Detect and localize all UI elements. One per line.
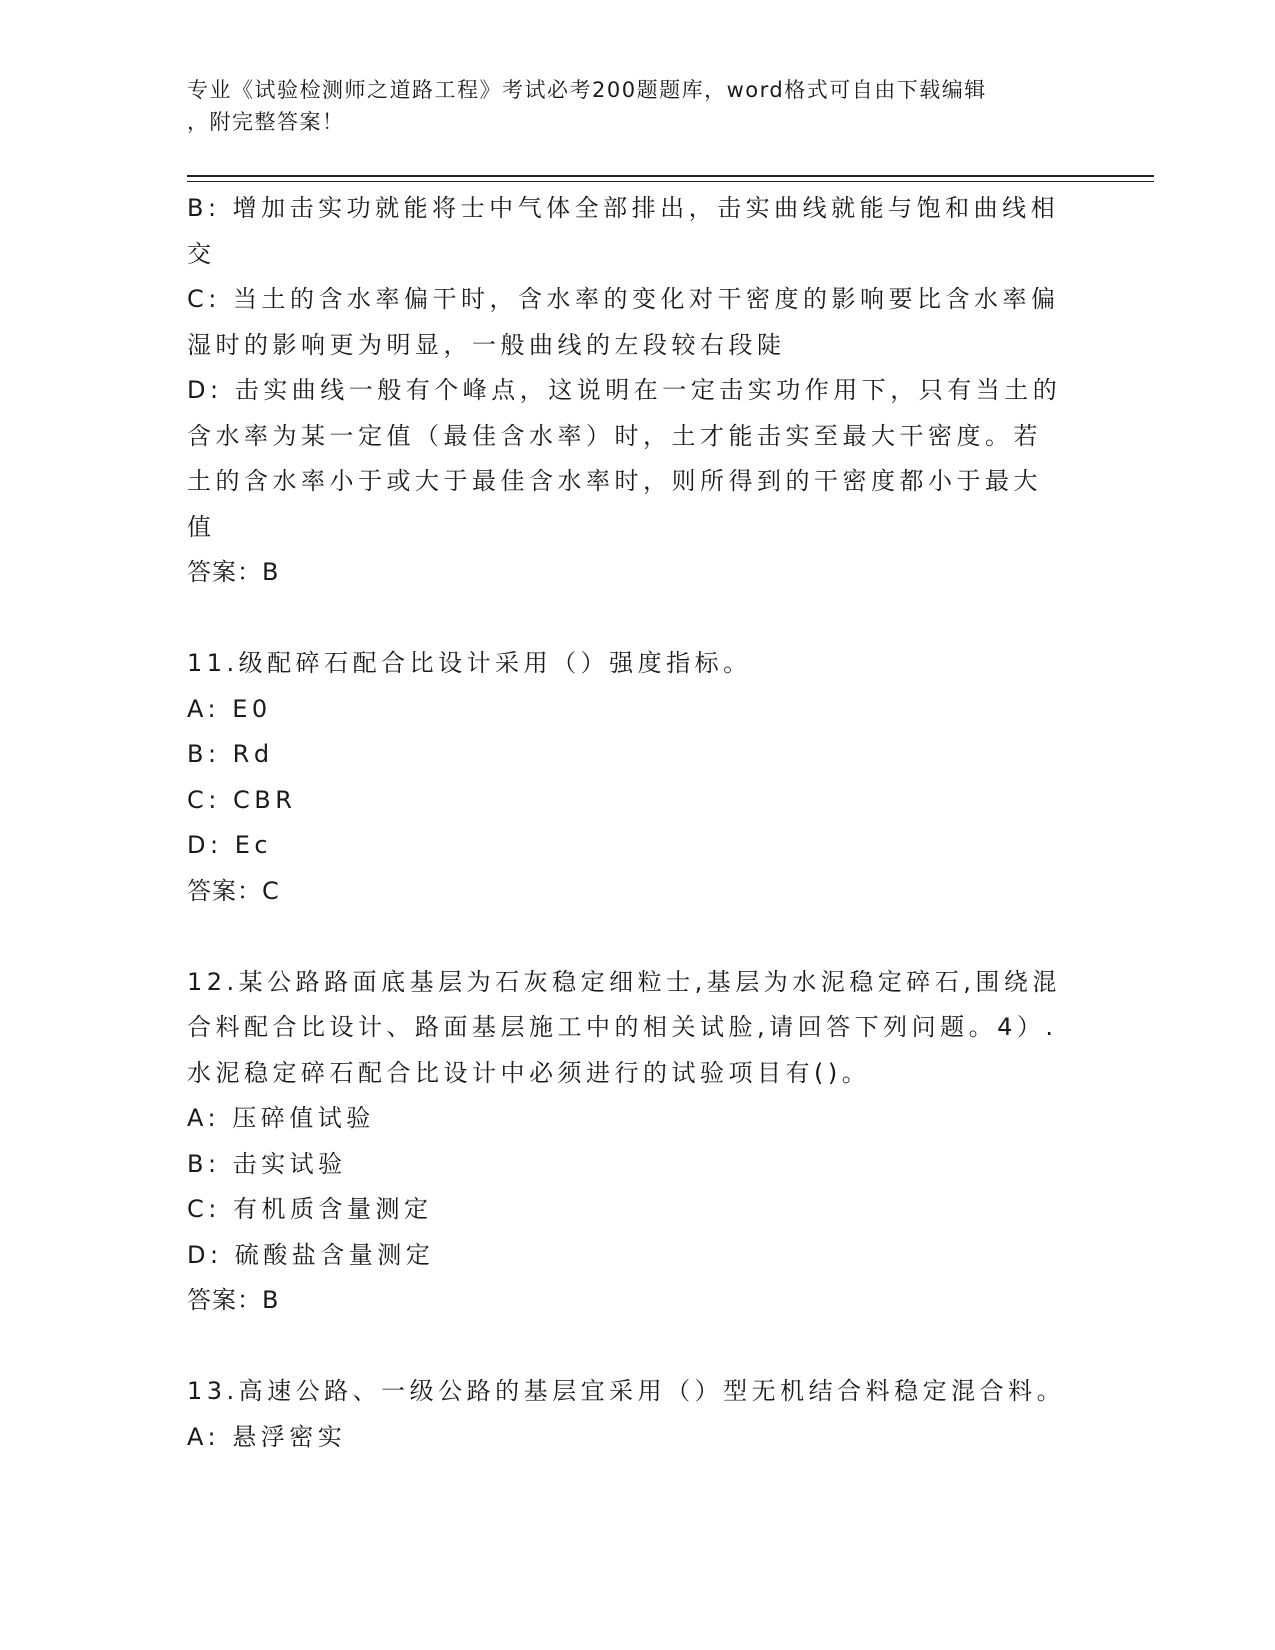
question-stem: 13.高速公路、一级公路的基层宜采用（）型无机结合料稳定混合料。: [187, 1377, 1066, 1405]
option-d-line-1: D: 击实曲线一般有个峰点，这说明在一定击实功作用下，只有当土的: [187, 376, 1062, 404]
option-c: C: CBR: [187, 785, 297, 814]
option-d: D: 硫酸盐含量测定: [187, 1240, 435, 1269]
option-d-line-4: 值: [187, 512, 216, 541]
header-rule-thin: [187, 181, 1154, 182]
spacer: [187, 914, 1087, 960]
option-c-line-1: C: 当土的含水率偏干时，含水率的变化对干密度的影响要比含水率偏: [187, 285, 1060, 313]
question-stem-line-3: 水泥稳定碎石配合比设计中必须进行的试验项目有()。: [187, 1058, 871, 1087]
header-rule-thick: [187, 175, 1154, 177]
option-b: B: Rd: [187, 740, 274, 768]
option-d: D: Ec: [187, 831, 273, 859]
header-title-line-2: ，附完整答案！: [187, 110, 345, 134]
answer-label: 答案：C: [187, 876, 280, 905]
option-a: A: E0: [187, 694, 272, 723]
option-a: A: 悬浮密实: [187, 1422, 347, 1451]
question-block-11: [187, 641, 1087, 914]
option-b: B: 击实试验: [187, 1149, 347, 1178]
option-d-line-2: 含水率为某一定值（最佳含水率）时，土才能击实至最大干密度。若: [187, 421, 1042, 450]
answer-label: 答案：B: [187, 1286, 280, 1314]
option-d-line-3: 土的含水率小于或大于最佳含水率时，则所得到的干密度都小于最大: [187, 467, 1042, 495]
question-block-12: [187, 960, 1087, 1324]
question-block-13: [187, 1369, 1087, 1460]
page-header: [187, 74, 1067, 138]
option-a: A: 压碎值试验: [187, 1104, 375, 1132]
question-block-10: [187, 186, 1087, 596]
option-c-line-2: 湿时的影响更为明显，一般曲线的左段较右段陡: [187, 330, 786, 359]
answer-label: 答案：B: [187, 558, 280, 586]
spacer: [187, 1324, 1087, 1370]
option-c: C: 有机质含量测定: [187, 1195, 433, 1223]
question-stem-line-2: 合料配合比设计、路面基层施工中的相关试脸,请回答下列问题。4）.: [187, 1013, 1058, 1041]
question-stem-line-1: 12.某公路路面底基层为石灰稳定细粒士,基层为水泥稳定碎石,围绕混: [187, 967, 1061, 996]
option-b-line-2: 交: [187, 239, 216, 268]
header-title-line-1: 专业《试验检测师之道路工程》考试必考200题题库，word格式可自由下载编辑: [187, 78, 987, 102]
option-b-line-1: B: 增加击实功就能将士中气体全部排出，击实曲线就能与饱和曲线相: [187, 194, 1060, 222]
spacer: [187, 596, 1087, 642]
question-content: [187, 186, 1087, 1460]
question-stem: 11.级配碎石配合比设计采用（）强度指标。: [187, 649, 752, 677]
